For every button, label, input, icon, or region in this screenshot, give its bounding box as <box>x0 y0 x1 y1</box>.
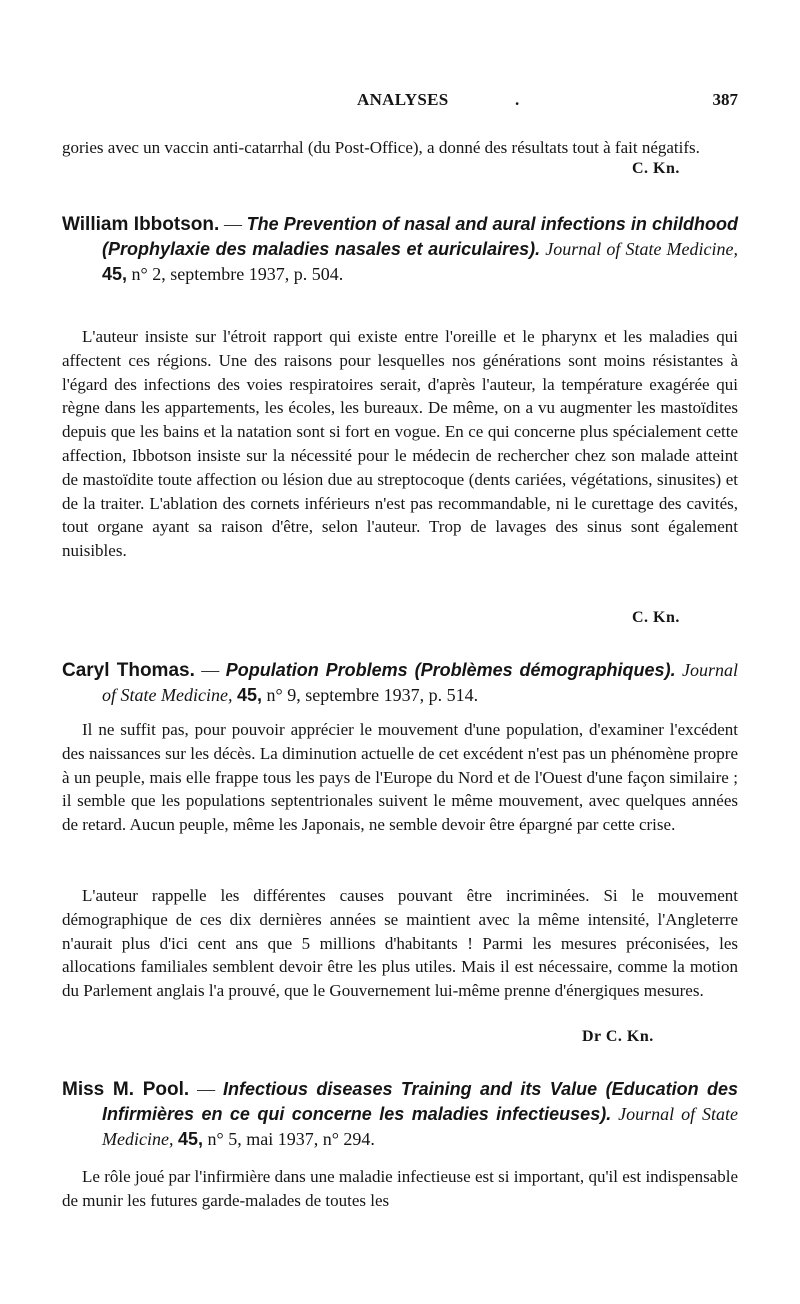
entry-author: Caryl Thomas. <box>62 660 195 681</box>
section-title: ANALYSES <box>357 90 449 109</box>
entry-paragraph: Le rôle joué par l'infirmière dans une maladie infectieuse est si important, qu'il est indispensable de munir les futures garde-malades de toutes les <box>62 1167 738 1210</box>
entry-heading <box>62 212 738 287</box>
entry-paragraph: L'auteur insiste sur l'étroit rapport qui existe entre l'oreille et le pharynx et les maladies qui affectent ces régions. Une des raisons pour lesquelles nos générations sont moins résistantes à l'égard des infections des voies respiratoires serait, d'après l'auteur, la température exagérée qui règne dans les appartements, les écoles, les bureaux. De même, on a vu augmenter les mastoïdites depuis que les bains et la natation sont si fort en vogue. En ce qui concerne plus spécialement cette affection, Ibbotson insiste sur la nécessité pour le médecin de rechercher chez son malade atteint de mastoïdite toute affection ou lésion due au streptocoque (dents cariées, végétations, sinusites) et de la traiter. L'ablation des cornets inférieurs n'est pas recommandable, ni le curettage des cavités, tout organe ayant sa raison d'être, selon l'auteur. Trop de lavages des sinus sont également nuisibles. <box>62 327 738 561</box>
entry-paragraph: L'auteur rappelle les différentes causes pouvant être incriminées. Si le mouvement démographique de ces dix dernières années se maintient avec la même intensité, l'Angleterre n'aurait plus d'ici cent ans que 5 millions d'habitants ! Parmi les mesures préconisées, les allocations familiales semblent devoir être les plus utiles. Mais il est nécessaire, comme la motion du Parlement anglais l'a prouvé, que le Gouvernement lui-même prenne d'énergiques mesures. <box>62 886 738 1001</box>
entry-title: Population Problems (Problèmes démographiques). <box>225 660 676 680</box>
header-separator: . <box>515 90 520 109</box>
entry-signature: Dr C. Kn. <box>582 1028 654 1045</box>
entry-title: The Prevention of nasal and aural infections in childhood (Prophylaxie des maladies nasales et auriculaires). <box>102 214 739 259</box>
entry-heading <box>62 1077 738 1152</box>
page-number: 387 <box>712 90 738 109</box>
entry-journal: Journal of State Medicine, <box>102 1104 738 1149</box>
entry-heading <box>62 658 738 708</box>
entry-volume: 45, <box>236 685 262 705</box>
entry-paragraph: Il ne suffit pas, pour pouvoir apprécier le mouvement d'une population, d'examiner l'excédent des naissances sur les décès. La diminution actuelle de cet excédent n'est pas un phénomène propre à un peuple, mais elle frappe tous les pays de l'Europe du Nord et de l'Ouest d'une façon similaire ; il semble que les populations septentrionales suivent le même mouvement, avec quelques années de retard. Aucun peuple, même les Japonais, ne semble devoir être épargné par cette crise. <box>62 720 738 835</box>
entry-dash: — <box>189 1079 223 1099</box>
entry-volume: 45, <box>177 1129 203 1149</box>
opening-paragraph: gories avec un vaccin anti-catarrhal (du Post-Office), a donné des résultats tout à fait négatifs. <box>62 138 700 157</box>
entry-issue: n° 5, mai 1937, n° 294. <box>207 1129 375 1149</box>
entry-journal: Journal of State Medicine, <box>102 660 739 705</box>
running-header <box>62 90 738 114</box>
entry-journal: Journal of State Medicine, <box>545 239 738 259</box>
entry-dash: — <box>194 660 226 680</box>
entry-dash: — <box>219 214 247 234</box>
entry-issue: n° 9, septembre 1937, p. 514. <box>266 685 479 705</box>
entry-title: Infectious diseases Training and its Value (Education des Infirmières en ce qui concerne les maladies infectieuses). <box>102 1079 738 1124</box>
entry-author: William Ibbotson. <box>62 214 220 235</box>
entry-issue: n° 2, septembre 1937, p. 504. <box>131 264 344 284</box>
entry-volume: 45, <box>102 264 128 284</box>
entry-signature: C. Kn. <box>632 609 680 626</box>
opening-signature: C. Kn. <box>632 160 680 177</box>
entry-author: Miss M. Pool. <box>62 1079 190 1100</box>
